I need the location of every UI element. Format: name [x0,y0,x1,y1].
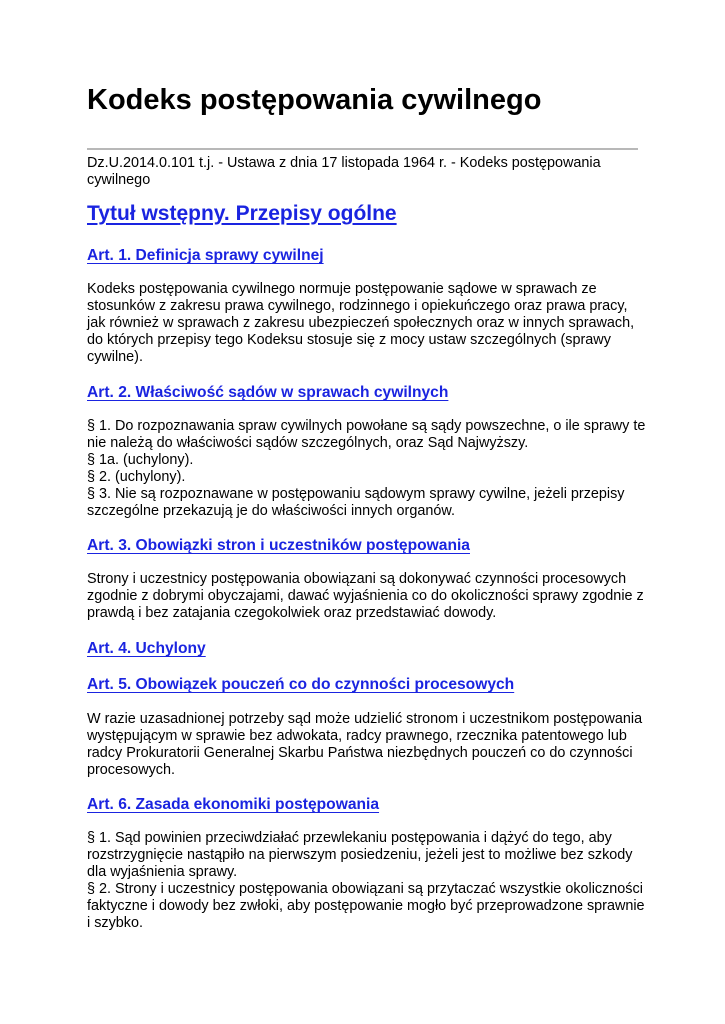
document-title: Kodeks postępowania cywilnego [87,84,542,116]
article-6-paragraph-1: § 1. Sąd powinien przeciwdziałać przewlekaniu postępowania i dążyć do tego, aby rozstrzygnięcie nastąpiło na pierwszym posiedzeniu, jeżeli jest to możliwe bez szkody dla wyjaśnienia sprawy. [87,830,633,880]
part-title-link[interactable]: Tytuł wstępny. Przepisy ogólne [87,202,397,225]
article-2-body [87,418,647,520]
article-5-paragraph: W razie uzasadnionej potrzeby sąd może udzielić stronom i uczestnikom postępowania występującym w sprawie bez adwokata, radcy prawnego, rzecznika patentowego lub radcy Prokuratorii Generalnej Skarbu Państwa niezbędnych pouczeń co do czynności procesowych. [87,711,643,778]
source-reference: Dz.U.2014.0.101 t.j. - Ustawa z dnia 17 listopada 1964 r. - Kodeks postępowania cywilnego [87,155,601,188]
article-6-paragraph-2: § 2. Strony i uczestnicy postępowania obowiązani są przytaczać wszystkie okoliczności faktyczne i dowody bez zwłoki, aby postępowanie mogło być przeprowadzone sprawnie i szybko. [87,881,645,931]
article-5-heading-link[interactable]: Art. 5. Obowiązek pouczeń co do czynności procesowych [87,676,515,693]
article-2-paragraph-3: § 3. Nie są rozpoznawane w postępowaniu sądowym sprawy cywilne, jeżeli przepisy szczególne przekazują je do właściwości innych organów. [87,486,625,519]
article-5-body [87,711,647,779]
article-1-body [87,281,647,366]
article-1-paragraph: Kodeks postępowania cywilnego normuje postępowanie sądowe w sprawach ze stosunków z zakresu prawa cywilnego, rodzinnego i opiekuńczego oraz prawa pracy, jak również w sprawach z zakresu ubezpieczeń społecznych oraz w innych sprawach, do których przepisy tego Kodeksu stosuje się z mocy ustaw szczególnych (sprawy cywilne). [87,281,635,365]
article-3-heading-link[interactable]: Art. 3. Obowiązki stron i uczestników postępowania [87,537,470,554]
article-2-paragraph-1: § 1. Do rozpoznawania spraw cywilnych powołane są sądy powszechne, o ile sprawy te nie należą do właściwości sądów szczególnych, oraz Sąd Najwyższy. [87,418,646,451]
article-1-heading-link[interactable]: Art. 1. Definicja sprawy cywilnej [87,247,324,264]
article-6-heading-link[interactable]: Art. 6. Zasada ekonomiki postępowania [87,796,380,813]
article-2-heading-link[interactable]: Art. 2. Właściwość sądów w sprawach cywilnych [87,384,449,401]
article-2-paragraph-1a: § 1a. (uchylony). [87,452,194,468]
article-3-body [87,571,647,622]
article-2-paragraph-2: § 2. (uchylony). [87,469,186,485]
article-4-heading-link[interactable]: Art. 4. Uchylony [87,640,206,657]
article-3-paragraph: Strony i uczestnicy postępowania obowiązani są dokonywać czynności procesowych zgodnie z dobrymi obyczajami, dawać wyjaśnienia co do okoliczności sprawy zgodnie z prawdą i bez zatajania czegokolwiek oraz przedstawiać dowody. [87,571,644,621]
article-6-body [87,830,647,932]
title-divider [87,148,638,150]
